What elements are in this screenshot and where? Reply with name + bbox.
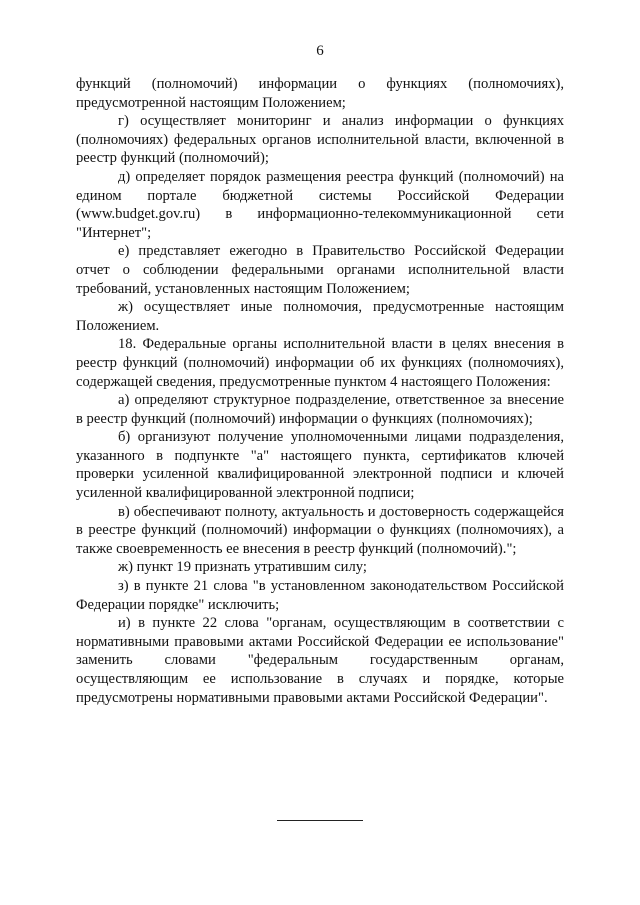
- paragraph-amendment-z: з) в пункте 21 слова "в установленном законодательством Российской Федерации порядке" исключить;: [76, 578, 564, 613]
- paragraph-amendment-i: и) в пункте 22 слова "органам, осуществляющим в соответствии с нормативными правовыми актами Российской Федерации ее использование" заменить словами "федеральным государственным органам, осуществляющим ее использование в случаях и порядке, которые предусмотрены нормативными правовыми актами Российской Федерации".: [76, 615, 564, 706]
- paragraph-item-a: а) определяют структурное подразделение, ответственное за внесение в реестр функций (полномочий) информации о функциях (полномочиях);: [76, 392, 564, 427]
- paragraph-item-d: д) определяет порядок размещения реестра функций (полномочий) на едином портале бюджетной системы Российской Федерации (www.budget.gov.ru) в информационно-телекоммуникационной сети "Интернет";: [76, 168, 564, 241]
- paragraph-item-g: г) осуществляет мониторинг и анализ информации о функциях (полномочиях) федеральных органов исполнительной власти, включенной в реестр функций (полномочий);: [76, 113, 564, 167]
- end-separator-line: [277, 820, 363, 821]
- paragraph-amendment-zh: ж) пункт 19 признать утратившим силу;: [118, 559, 367, 576]
- paragraph-item-b: б) организуют получение уполномоченными лицами подразделения, указанного в подпункте "а" настоящего пункта, сертификатов ключей проверки усиленной квалифицированной электронной подписи и ключей усиленной квалифицированной электронной подписи;: [76, 429, 564, 502]
- paragraph-item-zh: ж) осуществляет иные полномочия, предусмотренные настоящим Положением.: [76, 299, 564, 334]
- paragraph-item-v: в) обеспечивают полноту, актуальность и достоверность содержащейся в реестре функций (полномочий) информации о функциях (полномочиях), а также своевременность ее внесения в реестр функций (полномочий).";: [76, 503, 564, 557]
- paragraph-item-e: е) представляет ежегодно в Правительство Российской Федерации отчет о соблюдении федеральными органами исполнительной власти требований, установленных настоящим Положением;: [76, 243, 564, 297]
- page-number: 6: [316, 43, 324, 59]
- document-body: [76, 75, 564, 707]
- paragraph-clause-18: 18. Федеральные органы исполнительной власти в целях внесения в реестр функций (полномочий) информации об их функциях (полномочиях), содержащей сведения, предусмотренные пунктом 4 настоящего Положения:: [76, 336, 564, 390]
- paragraph-continuation: функций (полномочий) информации о функциях (полномочиях), предусмотренной настоящим Положением;: [76, 76, 564, 111]
